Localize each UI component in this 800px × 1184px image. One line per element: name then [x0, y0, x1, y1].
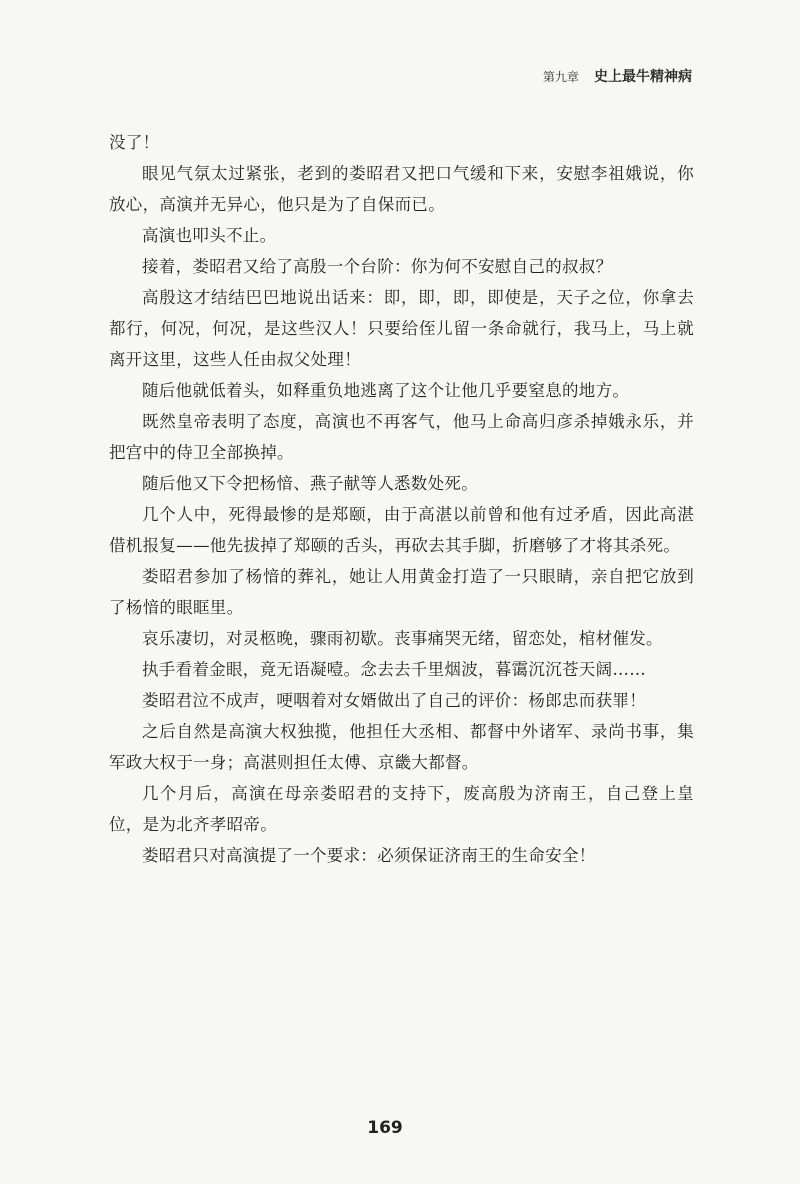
body-text — [109, 127, 694, 871]
paragraph: 高演也叩头不止。 — [142, 226, 277, 245]
running-header — [543, 66, 692, 86]
page-number: 169 — [367, 1118, 403, 1138]
paragraph-continuation: 没了！ — [109, 133, 160, 152]
paragraph: 执手看着金眼，竟无语凝噎。念去去千里烟波，暮霭沉沉苍天阔…… — [142, 660, 646, 679]
paragraph: 随后他就低着头，如释重负地逃离了这个让他几乎要窒息的地方。 — [142, 381, 630, 400]
paragraph: 娄昭君参加了杨愔的葬礼，她让人用黄金打造了一只眼睛，亲自把它放到了杨愔的眼眶里。 — [109, 567, 694, 617]
paragraph: 高殷这才结结巴巴地说出话来：即，即，即，即使是，天子之位，你拿去都行，何况，何况，是这些汉人！只要给侄儿留一条命就行，我马上，马上就离开这里，这些人任由叔父处理！ — [109, 288, 694, 369]
chapter-number: 第九章 — [542, 70, 579, 84]
chapter-title: 史上最牛精神病 — [594, 69, 692, 85]
paragraph: 既然皇帝表明了态度，高演也不再客气，他马上命高归彦杀掉娥永乐，并把宫中的侍卫全部换掉。 — [109, 412, 694, 462]
paragraph: 哀乐凄切，对灵柩晚，骤雨初歇。丧事痛哭无绪，留恋处，棺材催发。 — [142, 629, 663, 648]
paragraph: 眼见气氛太过紧张，老到的娄昭君又把口气缓和下来，安慰李祖娥说，你放心，高演并无异心，他只是为了自保而已。 — [109, 164, 694, 214]
paragraph: 娄昭君泣不成声，哽咽着对女婿做出了自己的评价：杨郎忠而获罪！ — [142, 691, 646, 710]
paragraph: 几个月后，高演在母亲娄昭君的支持下，废高殷为济南王，自己登上皇位，是为北齐孝昭帝。 — [109, 784, 694, 834]
paragraph: 接着，娄昭君又给了高殷一个台阶：你为何不安慰自己的叔叔？ — [142, 257, 613, 276]
paragraph: 随后他又下令把杨愔、燕子献等人悉数处死。 — [142, 474, 478, 493]
paragraph: 几个人中，死得最惨的是郑颐，由于高湛以前曾和他有过矛盾，因此高湛借机报复——他先拔掉了郑颐的舌头，再砍去其手脚，折磨够了才将其杀死。 — [109, 505, 694, 555]
paragraph: 娄昭君只对高演提了一个要求：必须保证济南王的生命安全！ — [142, 846, 596, 865]
paragraph: 之后自然是高演大权独揽，他担任大丞相、都督中外诸军、录尚书事，集军政大权于一身；高湛则担任太傅、京畿大都督。 — [109, 722, 694, 772]
